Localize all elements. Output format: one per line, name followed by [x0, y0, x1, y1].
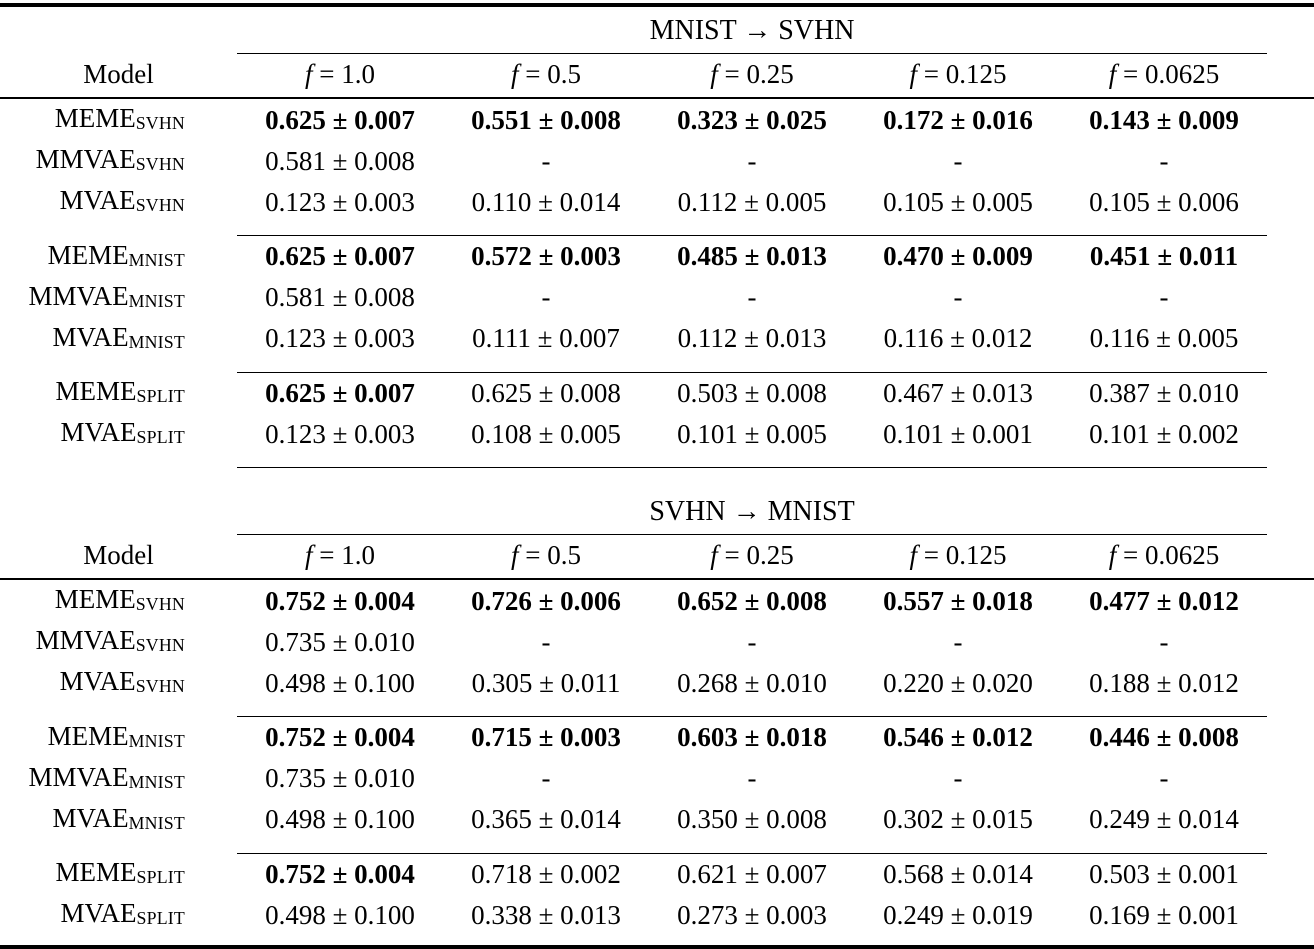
spacer: [0, 935, 237, 947]
spacer: [1267, 488, 1314, 535]
spacer: [1267, 662, 1314, 703]
spacer: [0, 488, 237, 535]
table-body: [0, 579, 1314, 947]
model-subscript: MNIST: [128, 771, 185, 792]
value-cell: 0.116 ± 0.005: [1089, 323, 1239, 353]
value-cell: -: [747, 282, 757, 312]
spacer: [1267, 454, 1314, 468]
spacer: [1267, 318, 1314, 359]
value-cell: 0.625 ± 0.008: [471, 377, 621, 408]
model-label: $MEME_{MNIST}$: [47, 720, 185, 751]
table-row: [0, 717, 1314, 758]
fraction-column-header: f = 0.5: [443, 54, 649, 99]
value-cell: 0.715 ± 0.003: [471, 722, 621, 753]
table-row: [0, 853, 1314, 894]
value-cell: 0.498 ± 0.100: [265, 804, 415, 834]
rule: [237, 703, 1267, 717]
value-cell: 0.268 ± 0.010: [677, 667, 827, 698]
model-subscript: SVHN: [135, 195, 185, 216]
value-cell: 0.752 ± 0.004: [265, 858, 415, 889]
fraction-column-header: f = 0.125: [855, 54, 1061, 99]
value-cell: 0.546 ± 0.012: [883, 722, 1033, 753]
spacer: [0, 454, 237, 468]
value-cell: 0.485 ± 0.013: [677, 241, 827, 272]
group-separator-rule: [0, 454, 1314, 468]
spacer: [237, 935, 1267, 947]
value-cell: 0.108 ± 0.005: [471, 418, 621, 449]
table-row: [0, 894, 1314, 935]
value-cell: 0.470 ± 0.009: [883, 241, 1033, 272]
value-cell: 0.249 ± 0.019: [883, 899, 1033, 930]
value-cell: 0.752 ± 0.004: [265, 722, 415, 753]
value-cell: -: [541, 626, 551, 657]
value-cell: 0.188 ± 0.012: [1089, 667, 1239, 698]
value-cell: 0.116 ± 0.012: [883, 323, 1033, 353]
fraction-column-header: f = 0.5: [443, 535, 649, 580]
value-cell: 0.172 ± 0.016: [883, 104, 1033, 135]
spacer: [1267, 840, 1314, 854]
fraction-column-header: f = 0.0625: [1061, 535, 1267, 580]
model-subscript: SVHN: [135, 154, 185, 175]
model-subscript: MNIST: [128, 730, 185, 751]
value-cell: 0.273 ± 0.003: [677, 899, 827, 930]
results-table-svhn-to-mnist: [0, 488, 1314, 949]
value-cell: 0.302 ± 0.015: [883, 804, 1033, 834]
model-label: $MMVAE_{SVHN}$: [35, 625, 185, 656]
value-cell: -: [747, 763, 757, 793]
model-label: $MVAE_{SPLIT}$: [60, 417, 185, 448]
model-subscript: MNIST: [128, 249, 185, 270]
table-body: [0, 98, 1314, 468]
group-separator-rule: [0, 703, 1314, 717]
table-row: [0, 181, 1314, 222]
value-cell: 0.105 ± 0.005: [883, 186, 1033, 217]
table: [0, 488, 1314, 949]
value-cell: 0.338 ± 0.013: [471, 899, 621, 930]
value-cell: 0.123 ± 0.003: [265, 323, 415, 353]
value-cell: -: [1159, 145, 1169, 176]
value-cell: 0.718 ± 0.002: [471, 858, 621, 889]
table-row: [0, 413, 1314, 454]
table-row: [0, 277, 1314, 318]
value-cell: 0.477 ± 0.012: [1089, 585, 1239, 616]
spacer: [1267, 413, 1314, 454]
table-row: [0, 579, 1314, 621]
column-group-title: SVHN → MNIST: [237, 488, 1267, 535]
header-row: [0, 54, 1314, 99]
spacer: [1267, 277, 1314, 318]
value-cell: 0.625 ± 0.007: [265, 104, 415, 135]
value-cell: 0.451 ± 0.011: [1089, 241, 1239, 272]
rule: [237, 454, 1267, 468]
value-cell: 0.652 ± 0.008: [677, 585, 827, 616]
model-label: $MEME_{SPLIT}$: [55, 857, 185, 888]
value-cell: 0.498 ± 0.100: [265, 667, 415, 698]
value-cell: 0.110 ± 0.014: [471, 186, 621, 217]
spacer: [1267, 621, 1314, 662]
spacer: [1267, 5, 1314, 54]
fraction-column-header: f = 0.25: [649, 54, 855, 99]
value-cell: 0.625 ± 0.007: [265, 377, 415, 408]
spacer: [0, 703, 237, 717]
spacer: [1267, 236, 1314, 277]
rule: [237, 222, 1267, 236]
table-row: [0, 372, 1314, 413]
model-label: $MVAE_{SPLIT}$: [60, 898, 185, 929]
table-row: [0, 98, 1314, 140]
value-cell: 0.581 ± 0.008: [265, 145, 415, 176]
value-cell: 0.249 ± 0.014: [1089, 804, 1239, 834]
group-separator-rule: [0, 840, 1314, 854]
model-label: $MVAE_{MNIST}$: [52, 321, 185, 352]
value-cell: 0.105 ± 0.006: [1089, 186, 1239, 217]
value-cell: 0.446 ± 0.008: [1089, 722, 1239, 753]
spanner-row: [0, 5, 1314, 54]
value-cell: -: [1159, 282, 1169, 312]
model-label: $MEME_{SVHN}$: [54, 103, 185, 134]
spacer: [1267, 799, 1314, 840]
rule: [237, 359, 1267, 373]
spacer: [0, 5, 237, 54]
spacer: [1267, 758, 1314, 799]
spacer: [1267, 853, 1314, 894]
model-subscript: MNIST: [128, 290, 185, 311]
model-subscript: SPLIT: [136, 908, 185, 929]
column-group-title: MNIST → SVHN: [237, 5, 1267, 54]
spacer: [1267, 181, 1314, 222]
value-cell: 0.101 ± 0.005: [677, 418, 827, 449]
model-subscript: SVHN: [135, 594, 185, 615]
group-separator-rule: [0, 359, 1314, 373]
model-label: $MVAE_{SVHN}$: [59, 185, 185, 216]
value-cell: 0.101 ± 0.001: [883, 418, 1033, 449]
model-label: $MMVAE_{SVHN}$: [35, 144, 185, 175]
value-cell: 0.101 ± 0.002: [1089, 418, 1239, 449]
value-cell: -: [747, 145, 757, 176]
model-subscript: SVHN: [135, 635, 185, 656]
model-subscript: SPLIT: [136, 386, 185, 407]
value-cell: 0.603 ± 0.018: [677, 722, 827, 753]
model-label: $MMVAE_{MNIST}$: [28, 761, 185, 792]
spacer: [1267, 140, 1314, 181]
value-cell: -: [953, 145, 963, 176]
value-cell: -: [1159, 763, 1169, 793]
value-cell: 0.123 ± 0.003: [265, 186, 415, 217]
model-subscript: SPLIT: [136, 427, 185, 448]
value-cell: 0.387 ± 0.010: [1089, 377, 1239, 408]
table-row: [0, 318, 1314, 359]
value-cell: -: [541, 145, 551, 176]
table-row: [0, 662, 1314, 703]
fraction-column-header: f = 1.0: [237, 535, 443, 580]
value-cell: 0.503 ± 0.001: [1089, 858, 1239, 889]
table: [0, 3, 1314, 468]
fraction-column-header: f = 0.25: [649, 535, 855, 580]
table-row: [0, 621, 1314, 662]
model-label: $MEME_{MNIST}$: [47, 239, 185, 270]
value-cell: 0.305 ± 0.011: [471, 667, 621, 698]
value-cell: 0.111 ± 0.007: [472, 323, 620, 353]
spacer: [0, 840, 237, 854]
model-label: $MEME_{SPLIT}$: [55, 376, 185, 407]
table-row: [0, 799, 1314, 840]
model-column-header: Model: [0, 54, 237, 99]
header-row: [0, 535, 1314, 580]
spacer: [0, 359, 237, 373]
group-separator-rule: [0, 222, 1314, 236]
spacer: [1267, 535, 1314, 580]
spacer: [1267, 894, 1314, 935]
value-cell: 0.112 ± 0.005: [677, 186, 827, 217]
spacer: [1267, 98, 1314, 140]
model-subscript: MNIST: [128, 331, 185, 352]
spanner-row: [0, 488, 1314, 535]
value-cell: -: [1159, 626, 1169, 657]
value-cell: 0.498 ± 0.100: [265, 899, 415, 930]
value-cell: 0.365 ± 0.014: [471, 804, 621, 834]
value-cell: 0.726 ± 0.006: [471, 585, 621, 616]
value-cell: 0.112 ± 0.013: [677, 323, 827, 353]
spacer: [1267, 717, 1314, 758]
value-cell: 0.735 ± 0.010: [265, 626, 415, 657]
spacer: [1267, 54, 1314, 99]
value-cell: 0.503 ± 0.008: [677, 377, 827, 408]
model-label: $MVAE_{MNIST}$: [52, 802, 185, 833]
spacer: [1267, 359, 1314, 373]
model-subscript: SVHN: [135, 113, 185, 134]
value-cell: 0.220 ± 0.020: [883, 667, 1033, 698]
fraction-column-header: f = 0.125: [855, 535, 1061, 580]
value-cell: 0.350 ± 0.008: [677, 804, 827, 834]
value-cell: 0.467 ± 0.013: [883, 377, 1033, 408]
spacer: [1267, 935, 1314, 947]
spacer: [1267, 372, 1314, 413]
value-cell: 0.551 ± 0.008: [471, 104, 621, 135]
value-cell: 0.323 ± 0.025: [677, 104, 827, 135]
value-cell: 0.143 ± 0.009: [1089, 104, 1239, 135]
model-column-header: Model: [0, 535, 237, 580]
model-label: $MMVAE_{MNIST}$: [28, 280, 185, 311]
model-subscript: MNIST: [128, 812, 185, 833]
spacer: [1267, 703, 1314, 717]
value-cell: 0.625 ± 0.007: [265, 241, 415, 272]
value-cell: 0.735 ± 0.010: [265, 763, 415, 793]
table-row: [0, 140, 1314, 181]
value-cell: 0.123 ± 0.003: [265, 418, 415, 449]
model-label: $MVAE_{SVHN}$: [59, 666, 185, 697]
value-cell: 0.557 ± 0.018: [883, 585, 1033, 616]
model-subscript: SVHN: [135, 676, 185, 697]
value-cell: -: [541, 763, 551, 793]
value-cell: 0.621 ± 0.007: [677, 858, 827, 889]
spacer: [1267, 579, 1314, 621]
spacer: [1267, 222, 1314, 236]
value-cell: -: [541, 282, 551, 312]
results-table-mnist-to-svhn: [0, 3, 1314, 468]
model-label: $MEME_{SVHN}$: [54, 584, 185, 615]
fraction-column-header: f = 1.0: [237, 54, 443, 99]
table-row: [0, 236, 1314, 277]
value-cell: 0.169 ± 0.001: [1089, 899, 1239, 930]
value-cell: 0.752 ± 0.004: [265, 585, 415, 616]
value-cell: 0.568 ± 0.014: [883, 858, 1033, 889]
value-cell: 0.581 ± 0.008: [265, 282, 415, 312]
value-cell: -: [953, 626, 963, 657]
value-cell: -: [747, 626, 757, 657]
spacer: [0, 222, 237, 236]
fraction-column-header: f = 0.0625: [1061, 54, 1267, 99]
value-cell: -: [953, 282, 963, 312]
value-cell: 0.572 ± 0.003: [471, 241, 621, 272]
table-row: [0, 758, 1314, 799]
model-subscript: SPLIT: [136, 867, 185, 888]
value-cell: -: [953, 763, 963, 793]
rule: [237, 840, 1267, 854]
table-end-spacer: [0, 935, 1314, 947]
